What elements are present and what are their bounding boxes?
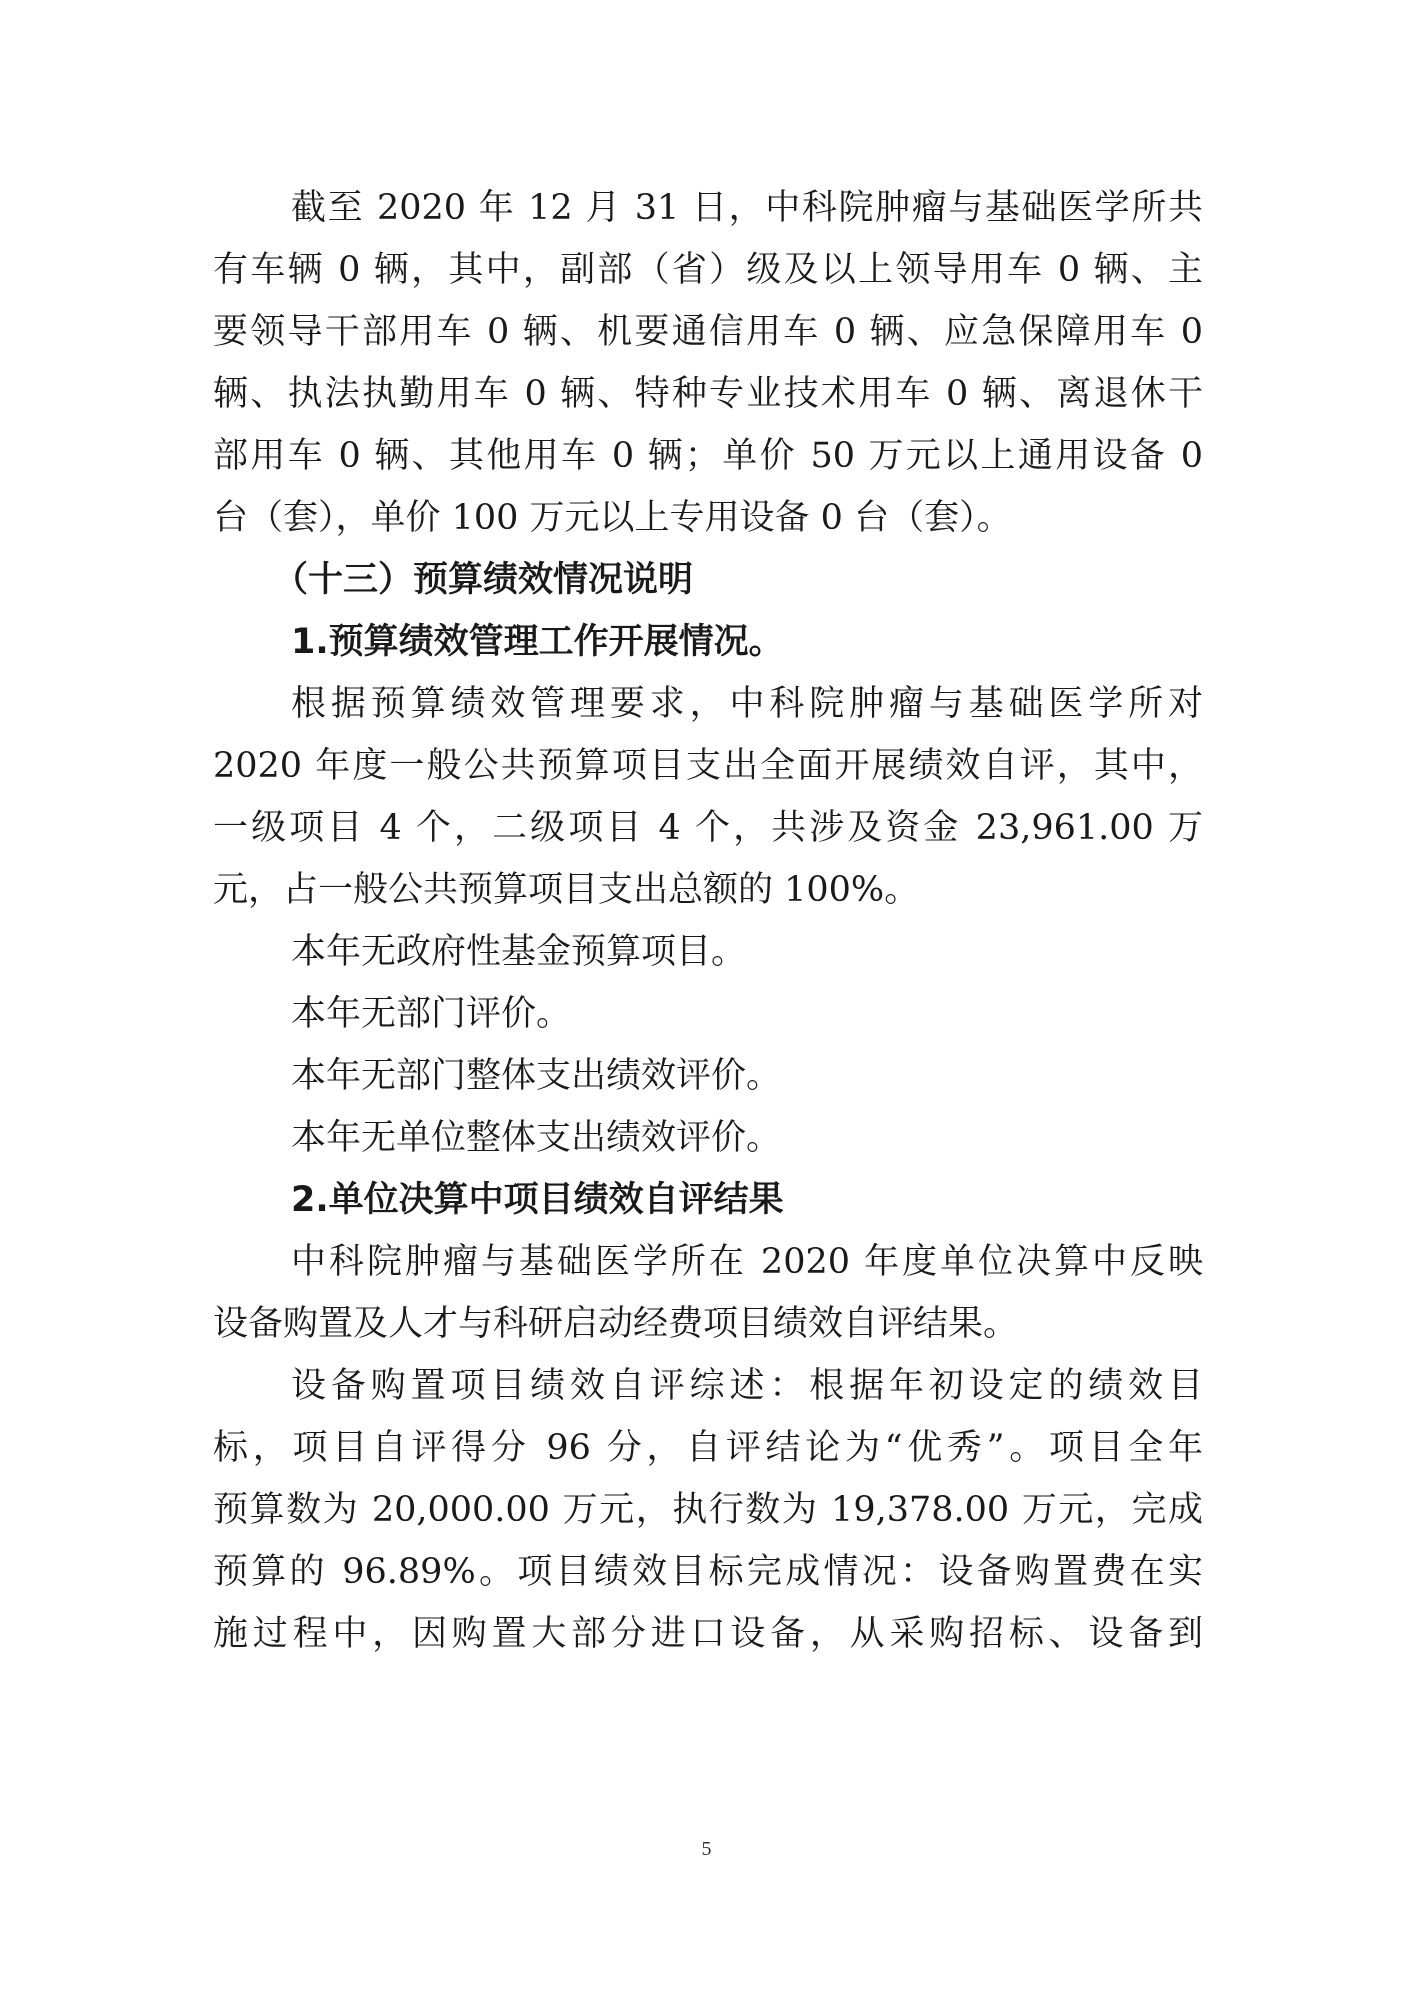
equipment-line-5: 施过程中，因购置大部分进口设备，从采购招标、设备到: [213, 1614, 1203, 1654]
performance-line-1: 根据预算绩效管理要求，中科院肿瘤与基础医学所对: [291, 684, 1203, 724]
note-no-fund: 本年无政府性基金预算项目。: [291, 932, 747, 972]
vehicles-line-1: 截至 2020 年 12 月 31 日，中科院肿瘤与基础医学所共: [291, 188, 1203, 228]
equipment-line-1: 设备购置项目绩效自评综述：根据年初设定的绩效目: [291, 1366, 1203, 1406]
vehicles-line-6: 台（套），单价 100 万元以上专用设备 0 台（套）。: [213, 498, 1012, 538]
vehicles-line-3: 要领导干部用车 0 辆、机要通信用车 0 辆、应急保障用车 0: [213, 312, 1203, 352]
note-no-unit-overall: 本年无单位整体支出绩效评价。: [291, 1118, 782, 1158]
equipment-line-2: 标，项目自评得分 96 分，自评结论为“优秀”。项目全年: [213, 1428, 1203, 1468]
performance-line-4: 元，占一般公共预算项目支出总额的 100%。: [213, 870, 920, 910]
equipment-line-3: 预算数为 20,000.00 万元，执行数为 19,378.00 万元，完成: [213, 1490, 1203, 1530]
note-no-dept-overall: 本年无部门整体支出绩效评价。: [291, 1056, 782, 1096]
subheading-2: 2.单位决算中项目绩效自评结果: [291, 1180, 784, 1220]
page-number: 5: [701, 1838, 712, 1860]
results-line-1: 中科院肿瘤与基础医学所在 2020 年度单位决算中反映: [291, 1242, 1203, 1282]
vehicles-line-2: 有车辆 0 辆，其中，副部（省）级及以上领导用车 0 辆、主: [213, 250, 1203, 290]
subheading-1: 1.预算绩效管理工作开展情况。: [291, 622, 784, 662]
note-no-dept-eval: 本年无部门评价。: [291, 994, 572, 1034]
performance-line-3: 一级项目 4 个，二级项目 4 个，共涉及资金 23,961.00 万: [213, 808, 1203, 848]
vehicles-line-5: 部用车 0 辆、其他用车 0 辆；单价 50 万元以上通用设备 0: [213, 436, 1203, 476]
performance-line-2: 2020 年度一般公共预算项目支出全面开展绩效自评，其中，: [213, 746, 1203, 786]
equipment-line-4: 预算的 96.89%。项目绩效目标完成情况：设备购置费在实: [213, 1552, 1203, 1592]
results-line-2: 设备购置及人才与科研启动经费项目绩效自评结果。: [213, 1304, 1019, 1344]
section-heading-13: （十三）预算绩效情况说明: [273, 560, 694, 600]
vehicles-line-4: 辆、执法执勤用车 0 辆、特种专业技术用车 0 辆、离退休干: [213, 374, 1203, 414]
